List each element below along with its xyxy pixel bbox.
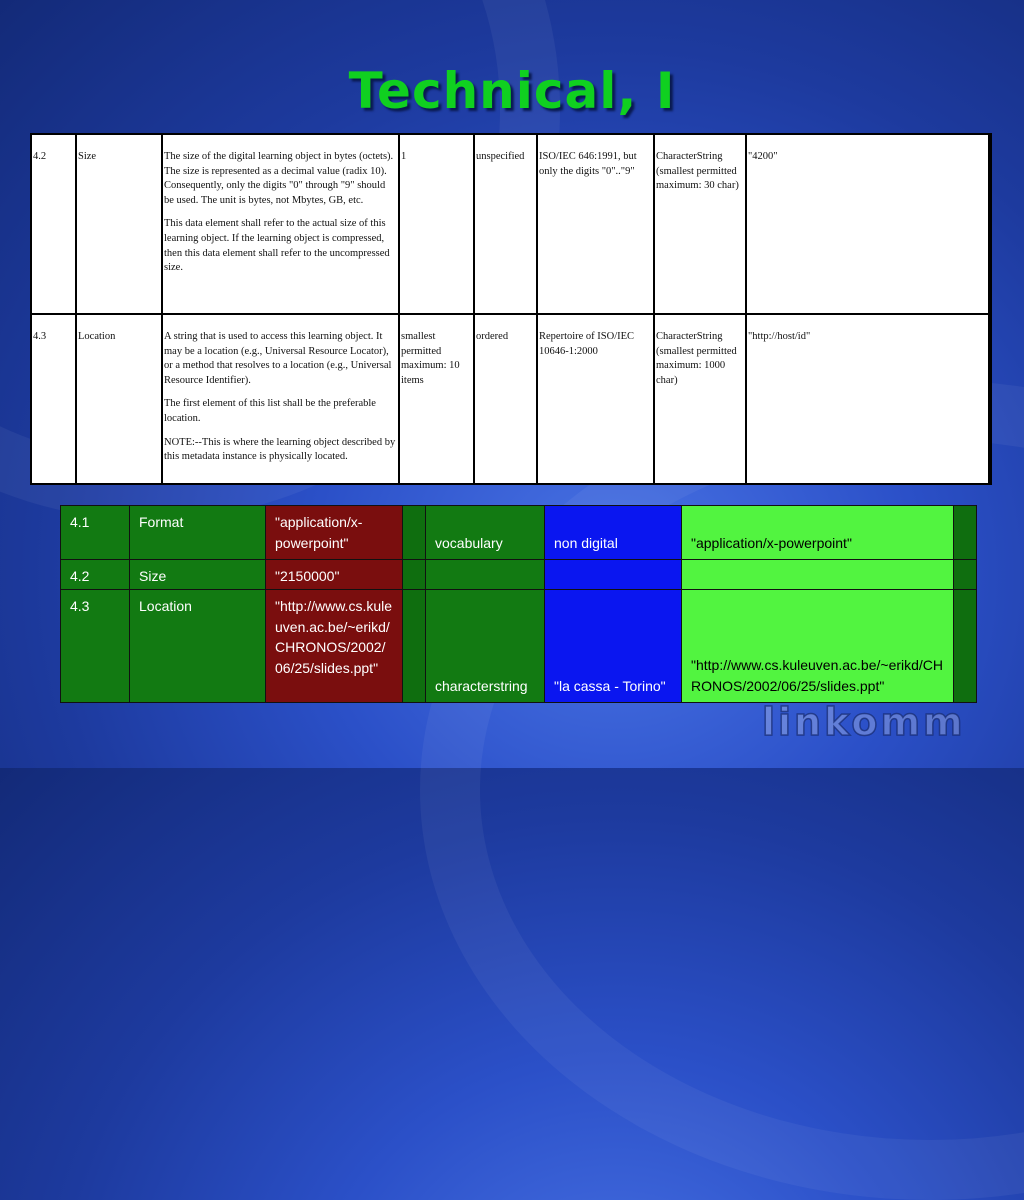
explanation-paragraph: NOTE:--This is where the learning object described by this metadata instance is physically located. (164, 436, 396, 463)
row-source (545, 560, 682, 590)
row-type: characterstring (426, 590, 545, 703)
row-id: 4.2 (61, 560, 130, 590)
row-type (426, 560, 545, 590)
row-value: "application/x-powerpoint" (266, 506, 403, 560)
row-name: Size (130, 560, 266, 590)
row-example (682, 560, 954, 590)
explanation-paragraph: A string that is used to access this learning object. It may be a location (e.g., Universal Resource Locator), or a method that resolves to a location (e.g., Universal Resource Identifier). (164, 331, 392, 386)
table-row (32, 135, 989, 314)
explanation-paragraph: This data element shall refer to the actual size of this learning object. If the learning object is compressed, then this data element shall refer to the uncompressed size. (164, 218, 390, 274)
row-example: "http://www.cs.kuleuven.ac.be/~erikd/CHRONOS/2002/06/25/slides.ppt" (682, 590, 954, 703)
row-value: "2150000" (266, 560, 403, 590)
row-value: "http://www.cs.kuleuven.ac.be/~erikd/CHRONOS/2002/06/25/slides.ppt" (266, 590, 403, 703)
row-name: Format (130, 506, 266, 560)
explanation-paragraph: The first element of this list shall be the preferable location. (164, 398, 376, 424)
row-type: vocabulary (426, 506, 545, 560)
table-row (32, 314, 989, 483)
row-example: "4200" (746, 135, 989, 314)
background-swirl (420, 380, 1024, 1200)
row-trailing-cell (954, 506, 977, 560)
row-source: non digital (545, 506, 682, 560)
linkomm-logo: linkomm (762, 700, 966, 744)
table-row (61, 506, 977, 560)
row-value-space: Repertoire of ISO/IEC 10646-1:2000 (537, 314, 654, 483)
row-name: Location (130, 590, 266, 703)
row-id: 4.1 (61, 506, 130, 560)
row-trailing-cell (954, 560, 977, 590)
row-name: Size (76, 135, 162, 314)
row-id: 4.3 (61, 590, 130, 703)
table-row (61, 590, 977, 703)
scanned-metadata-table (30, 133, 992, 485)
row-explanation (162, 135, 399, 314)
row-id: 4.2 (32, 135, 76, 314)
row-size: smallest permitted maximum: 10 items (399, 314, 474, 483)
row-value-space: ISO/IEC 646:1991, but only the digits "0".."9" (537, 135, 654, 314)
row-trailing-cell (954, 590, 977, 703)
row-order: ordered (474, 314, 537, 483)
row-empty-cell (403, 590, 426, 703)
row-explanation (162, 314, 399, 483)
colored-metadata-table (60, 505, 977, 703)
row-datatype: CharacterString (smallest permitted maximum: 30 char) (654, 135, 746, 314)
row-id: 4.3 (32, 314, 76, 483)
row-order: unspecified (474, 135, 537, 314)
row-empty-cell (403, 506, 426, 560)
explanation-paragraph: The size of the digital learning object in bytes (octets). The size is represented as a decimal value (radix 10). Consequently, only the digits "0" through "9" should be used. The unit is bytes, not Mbytes, GB, etc. (164, 151, 394, 206)
row-name: Location (76, 314, 162, 483)
table-row (61, 560, 977, 590)
row-empty-cell (403, 560, 426, 590)
row-datatype: CharacterString (smallest permitted maximum: 1000 char) (654, 314, 746, 483)
row-example: "application/x-powerpoint" (682, 506, 954, 560)
row-size: 1 (399, 135, 474, 314)
slide-title: Technical, I (348, 62, 676, 120)
row-source: "la cassa - Torino" (545, 590, 682, 703)
row-example: "http://host/id" (746, 314, 989, 483)
